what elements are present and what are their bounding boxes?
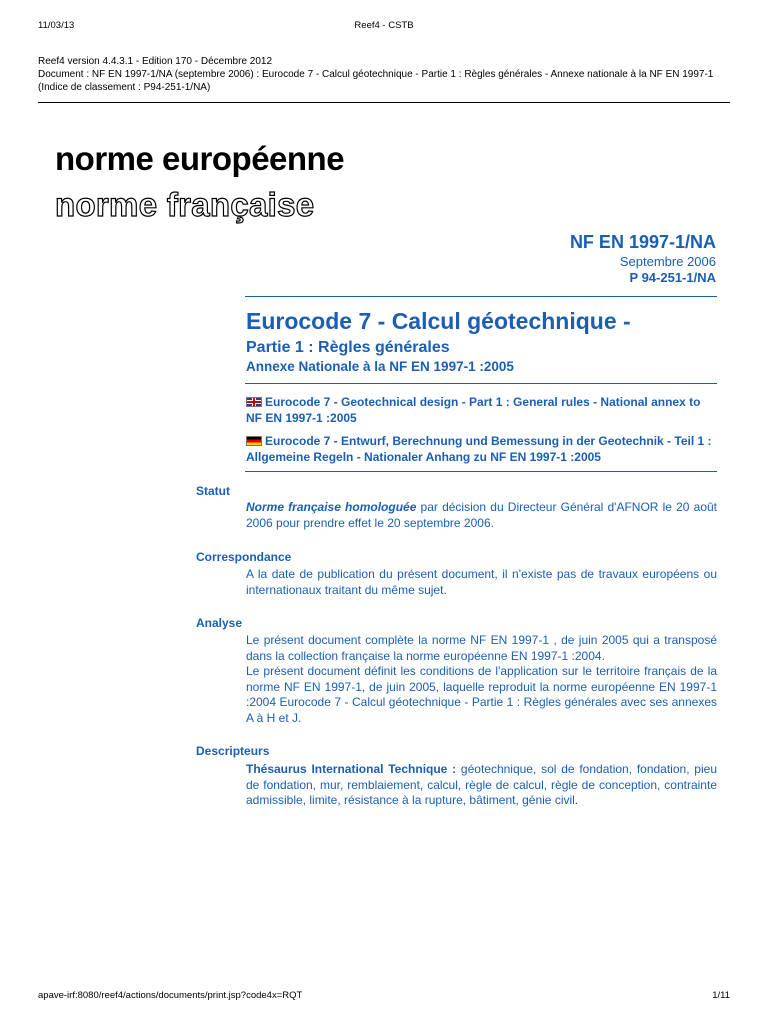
english-title <box>246 394 718 426</box>
translations-divider <box>245 471 717 472</box>
classification-index: P 94-251-1/NA <box>629 270 716 285</box>
title-block <box>246 306 726 376</box>
german-title-text: Eurocode 7 - Entwurf, Berechnung und Bemessung in der Geotechnik - Teil 1 : Allgemeine Regeln - Nationaler Anhang zu NF EN 1997-1 :2005 <box>246 434 712 464</box>
descripteurs-lead: Thésaurus International Technique : <box>246 762 457 776</box>
statut-label: Statut <box>196 484 230 498</box>
standard-date: Septembre 2006 <box>619 254 716 269</box>
statut-text <box>246 500 717 531</box>
descripteurs-text <box>246 762 717 809</box>
print-page-title: Reef4 - CSTB <box>354 20 414 31</box>
statut-lead: Norme française homologuée <box>246 500 417 514</box>
norme-francaise-heading: norme française <box>55 186 315 223</box>
uk-flag-icon <box>246 397 262 407</box>
document-annex: Annexe Nationale à la NF EN 1997-1 :2005 <box>246 359 514 374</box>
header-divider <box>38 102 730 103</box>
reference-block <box>570 230 716 286</box>
analyse-paragraph: Le présent document complète la norme NF EN 1997-1 , de juin 2005 qui a transposé dans la collection française la norme européenne EN 1997-1 :2004. <box>246 633 717 663</box>
print-url: apave-irf:8080/reef4/actions/documents/print.jsp?code4x=RQT <box>38 990 303 1001</box>
document-reference-line: Document : NF EN 1997-1/NA (septembre 2006) : Eurocode 7 - Calcul géotechnique - Partie 1 : Règles générales - Annexe nationale à la NF EN 1997-1 (Indice de classement : P94-251-1/NA) <box>38 69 714 93</box>
document-info <box>38 55 728 94</box>
title-bottom-divider <box>245 383 717 384</box>
standard-code: NF EN 1997-1/NA <box>569 232 716 252</box>
german-title <box>246 433 718 465</box>
correspondance-text: A la date de publication du présent document, il n'existe pas de travaux européens ou internationaux traitant du même sujet. <box>246 567 717 597</box>
descripteurs-body: géotechnique, sol de fondation, fondation, pieu de fondation, mur, remblaiement, calcul, règle de calcul, règle de conception, contrainte admissible, limite, résistance à la rupture, bâtiment, génie civil. <box>246 762 717 807</box>
statut-body: par décision du Directeur Général d'AFNOR le 20 août 2006 pour prendre effet le 20 septembre 2006. <box>246 500 717 530</box>
german-flag-icon <box>246 436 262 446</box>
analyse-text <box>246 633 717 726</box>
analyse-paragraph: Le présent document définit les conditions de l'application sur le territoire français de la norme NF EN 1997-1, de juin 2005, laquelle reproduit la norme européenne EN 1997-1 :2004 Eurocode 7 - Calcul géotechnique - Partie 1 : Règles générales avec ses annexes A à H et J. <box>246 664 717 725</box>
correspondance-label: Correspondance <box>196 550 292 564</box>
analyse-label: Analyse <box>196 616 243 630</box>
title-top-divider <box>245 296 717 297</box>
english-title-text: Eurocode 7 - Geotechnical design - Part 1 : General rules - National annex to NF EN 1997-1 :2005 <box>246 395 701 425</box>
descripteurs-label: Descripteurs <box>196 744 270 758</box>
norme-europeenne-heading: norme européenne <box>55 140 345 177</box>
print-page-number: 1/11 <box>712 990 730 1001</box>
document-title: Eurocode 7 - Calcul géotechnique - <box>246 308 631 334</box>
document-version-line: Reef4 version 4.4.3.1 - Edition 170 - Décembre 2012 <box>38 56 273 67</box>
document-part: Partie 1 : Règles générales <box>246 339 450 356</box>
print-date: 11/03/13 <box>38 20 75 31</box>
